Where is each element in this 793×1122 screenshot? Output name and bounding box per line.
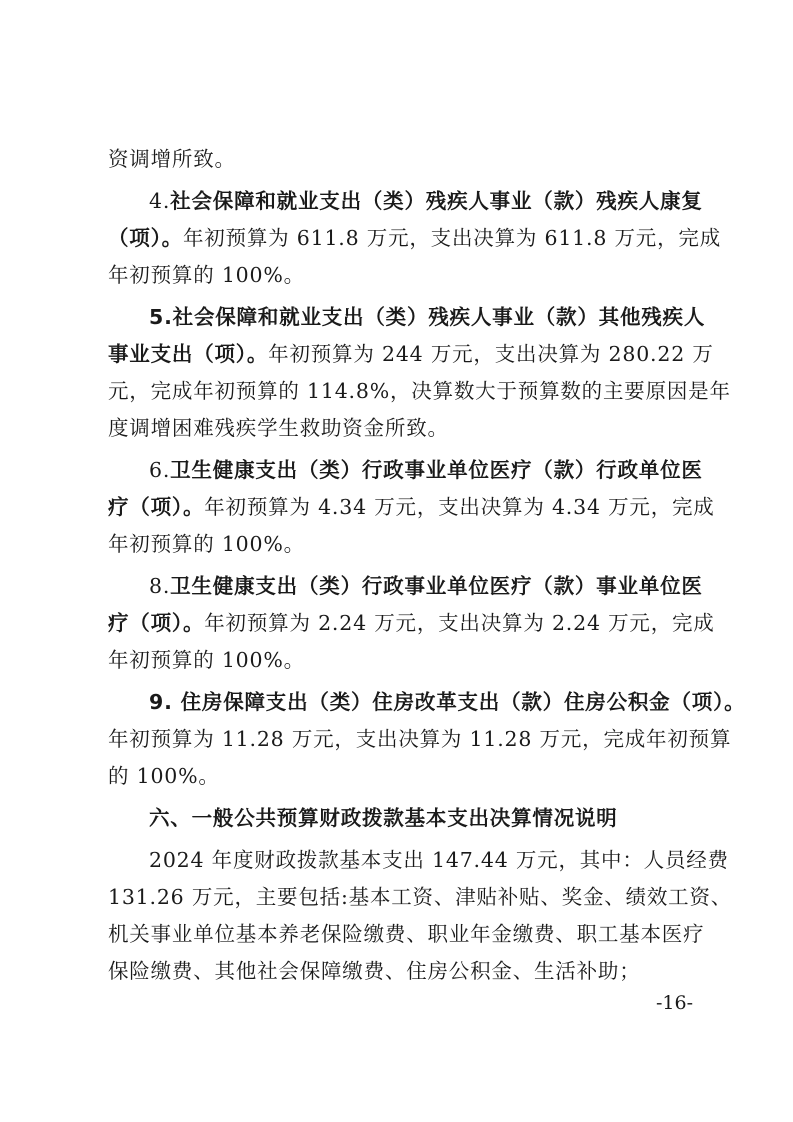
bold-text: 疗（项）。 (108, 611, 205, 635)
text-line (108, 452, 703, 489)
text: 131.26 万元，主要包括:基本工资、津贴补贴、奖金、绩效工资、 (108, 885, 733, 909)
text-line (108, 684, 746, 721)
text-line (108, 800, 695, 837)
bold-text: 卫生健康支出（类）行政事业单位医疗（款）行政单位医 (170, 458, 703, 482)
text-line (108, 879, 733, 916)
paragraph (108, 452, 715, 563)
bold-text: 疗（项）。 (108, 495, 205, 519)
bold-text: 5.社会保障和就业支出（类）残疾人事业（款）其他残疾人 (149, 305, 706, 329)
text: 保险缴费、其他社会保障缴费、住房公积金、生活补助； (108, 959, 641, 983)
bold-text: 卫生健康支出（类）行政事业单位医疗（款）事业单位医 (170, 574, 703, 598)
text: 年初预算为 4.34 万元，支出决算为 4.34 万元，完成 (204, 495, 715, 519)
text-line (108, 842, 729, 879)
text-line (108, 526, 695, 563)
bold-text: 事业支出（项）。 (108, 342, 269, 366)
paragraph (108, 183, 721, 294)
text: 年初预算为 611.8 万元，支出决算为 611.8 万元，完成 (182, 226, 721, 250)
text-line (108, 568, 703, 605)
text: 年初预算为 2.24 万元，支出决算为 2.24 万元，完成 (204, 611, 715, 635)
text-line (108, 220, 721, 257)
text-line (108, 183, 703, 220)
text: 机关事业单位基本养老保险缴费、职业年金缴费、职工基本医疗 (108, 922, 705, 946)
text: 年初预算为 11.28 万元，支出决算为 11.28 万元，完成年初预算 (108, 727, 732, 751)
text-line (108, 953, 695, 990)
bold-text: 社会保障和就业支出（类）残疾人事业（款）残疾人康复 (170, 189, 703, 213)
text-line (108, 489, 715, 526)
text-line (108, 257, 695, 294)
bold-text: 9. 住房保障支出（类）住房改革支出（款）住房公积金（项）。 (149, 690, 746, 714)
text: 年初预算的 100%。 (108, 263, 305, 287)
text: 年初预算的 100%。 (108, 532, 305, 556)
paragraph (108, 684, 746, 795)
text: 年初预算为 244 万元，支出决算为 280.22 万 (268, 342, 714, 366)
text-line (108, 721, 732, 758)
text: 4. (149, 189, 171, 213)
text-line (108, 299, 706, 336)
paragraph (108, 141, 695, 178)
text-line (108, 605, 715, 642)
paragraph (108, 568, 715, 679)
paragraph (108, 299, 731, 447)
text: 度调增困难残疾学生救助资金所致。 (108, 416, 449, 440)
section-heading (108, 800, 695, 837)
text-line (108, 141, 695, 178)
text: 资调增所致。 (108, 147, 236, 171)
text-line (108, 410, 695, 447)
text: 6. (149, 458, 171, 482)
text-line (108, 373, 731, 410)
bold-text: （项）。 (108, 226, 183, 250)
text: 的 100%。 (108, 764, 220, 788)
text: 8. (149, 574, 171, 598)
text: 2024 年度财政拨款基本支出 147.44 万元，其中：人员经费 (149, 848, 729, 872)
page-number: -16- (655, 992, 693, 1014)
text-line (108, 916, 705, 953)
text-line (108, 642, 695, 679)
text-line (108, 336, 714, 373)
document-body (108, 141, 746, 995)
text-line (108, 758, 695, 795)
paragraph (108, 842, 733, 990)
text: 年初预算的 100%。 (108, 648, 305, 672)
bold-text: 六、一般公共预算财政拨款基本支出决算情况说明 (149, 806, 618, 830)
text: 元，完成年初预算的 114.8%，决算数大于预算数的主要原因是年 (108, 379, 731, 403)
